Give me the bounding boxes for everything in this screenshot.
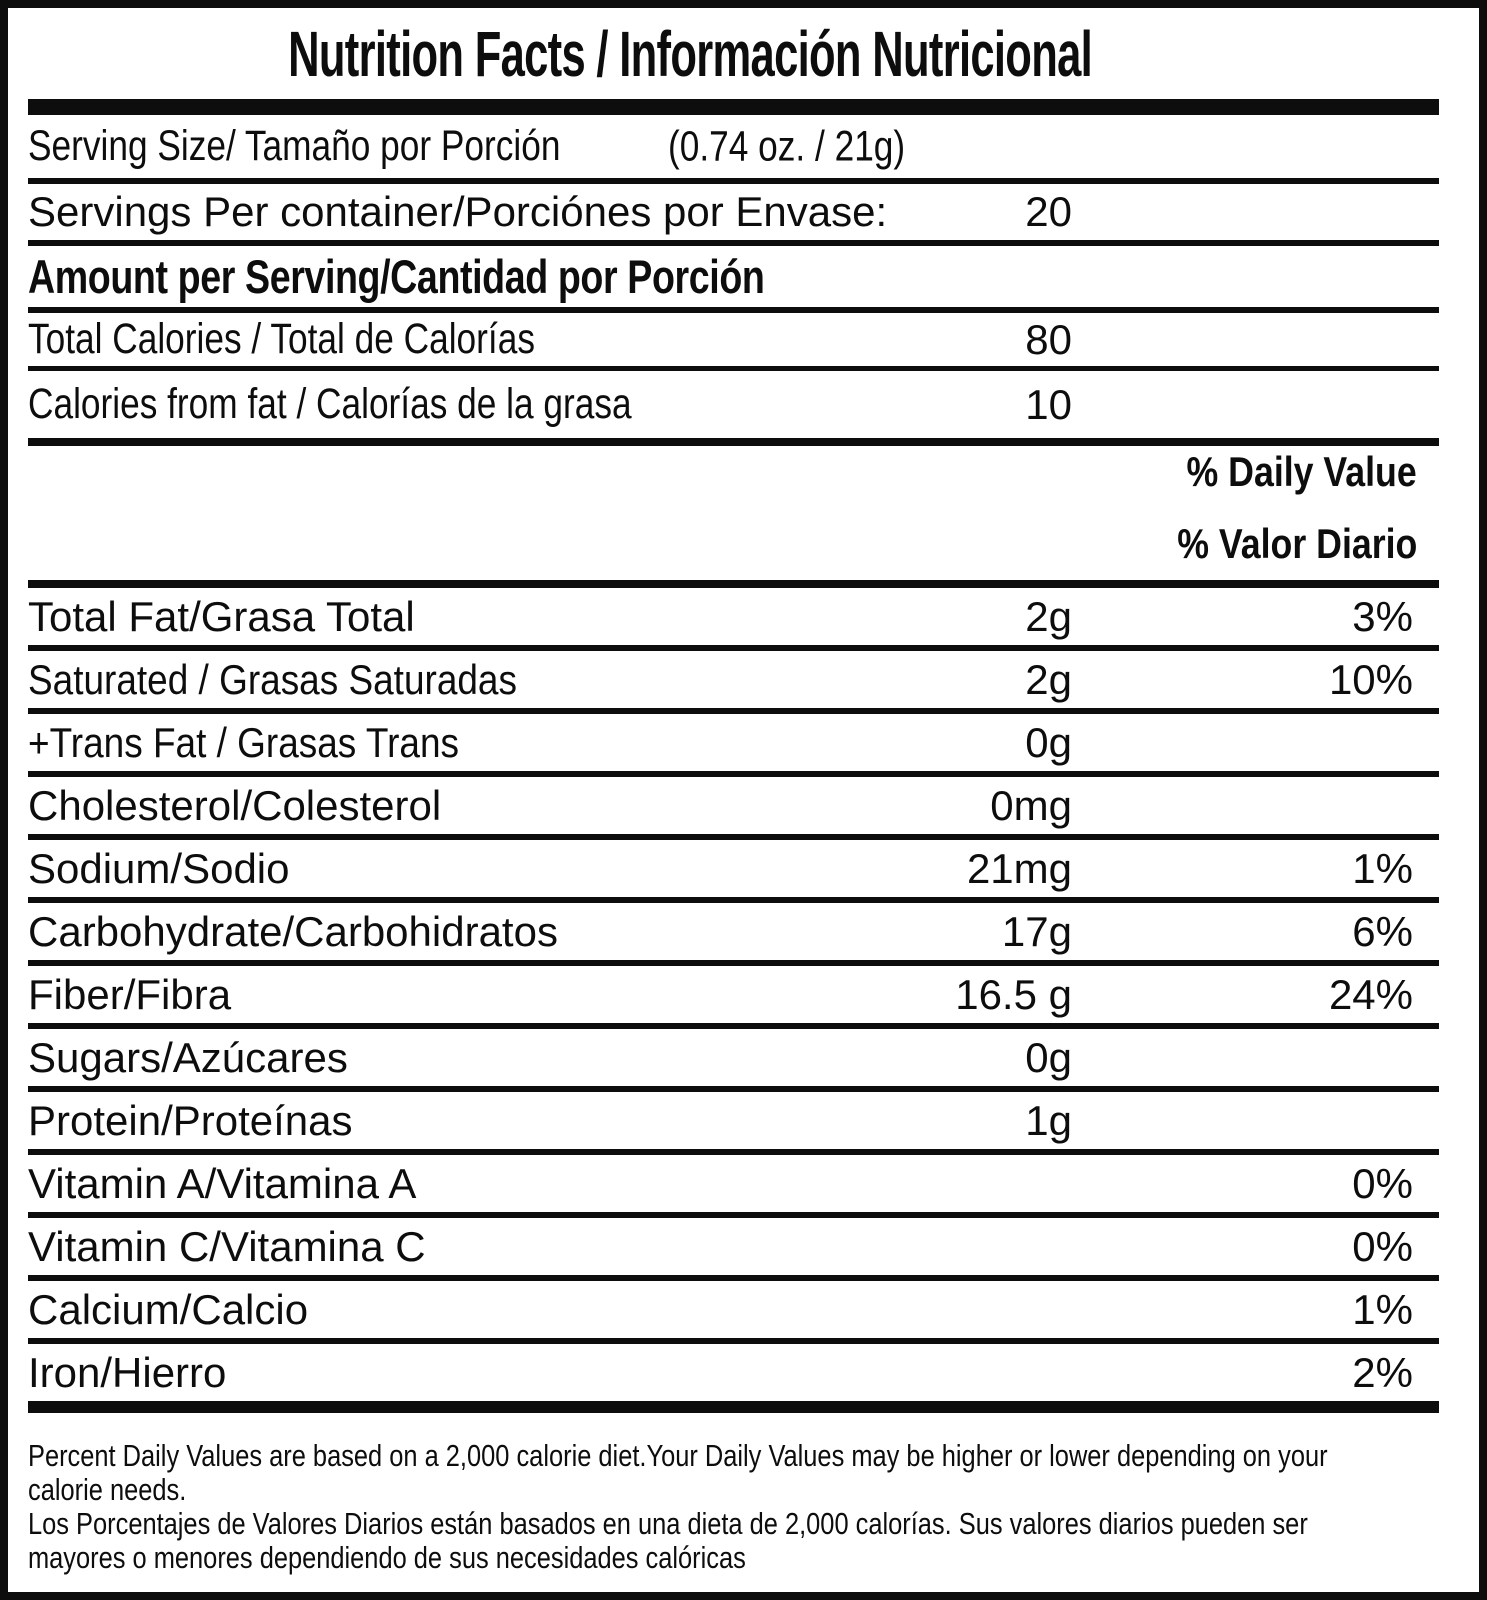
total-calories-row	[28, 313, 1439, 371]
servings-per-container-label: Servings Per container/Porciónes por Envase:	[28, 188, 888, 235]
nutrient-row-protein	[28, 1092, 1439, 1155]
nutrient-label: Fiber/Fibra	[28, 970, 232, 1018]
nutrient-label: Protein/Proteínas	[28, 1096, 353, 1144]
nutrient-label: Iron/Hierro	[28, 1348, 227, 1396]
nutrient-label: Sugars/Azúcares	[28, 1033, 348, 1081]
nutrient-row-vitamin-c	[28, 1218, 1439, 1281]
nutrient-label: Cholesterol/Colesterol	[28, 781, 442, 829]
nutrient-label: +Trans Fat / Grasas Trans	[28, 718, 460, 766]
calories-from-fat-label: Calories from fat / Calorías de la grasa	[28, 380, 632, 428]
nutrient-percent: 2%	[1352, 1348, 1413, 1396]
daily-value-header	[28, 446, 1439, 588]
nutrient-amount: 2g	[1025, 655, 1072, 703]
footnote-es-line2: mayores o menores dependiendo de sus necesidades calóricas	[28, 1540, 746, 1575]
nutrient-amount: 1g	[1025, 1096, 1072, 1144]
nutrient-row-saturated-fat	[28, 651, 1439, 714]
serving-size-row	[28, 115, 1439, 184]
nutrient-percent: 1%	[1352, 1285, 1413, 1333]
nutrient-label: Carbohydrate/Carbohidratos	[28, 907, 558, 955]
nutrient-row-trans-fat	[28, 714, 1439, 777]
nutrient-row-cholesterol	[28, 777, 1439, 840]
nutrient-row-sugars	[28, 1029, 1439, 1092]
nutrient-percent: 10%	[1328, 655, 1413, 703]
calories-from-fat-row	[28, 371, 1439, 446]
nutrient-percent: 6%	[1352, 907, 1413, 955]
nutrient-amount: 0mg	[990, 781, 1072, 829]
footnote	[28, 1413, 1439, 1575]
nutrient-label: Sodium/Sodio	[28, 844, 290, 892]
nutrient-amount: 0g	[1025, 1033, 1072, 1081]
nutrient-amount: 17g	[1001, 907, 1072, 955]
servings-per-container-value: 20	[1025, 188, 1072, 235]
total-calories-label: Total Calories / Total de Calorías	[28, 315, 535, 363]
daily-value-header-es: % Valor Diario	[1176, 520, 1417, 567]
nutrient-row-calcium	[28, 1281, 1439, 1344]
nutrient-row-sodium	[28, 840, 1439, 903]
serving-size-label: Serving Size/ Tamaño por Porción	[28, 122, 561, 170]
servings-per-container-row	[28, 184, 1439, 246]
nutrient-percent: 0%	[1352, 1222, 1413, 1270]
nutrient-percent: 3%	[1352, 592, 1413, 640]
amount-per-serving-heading: Amount per Serving/Cantidad por Porción	[28, 250, 765, 303]
nutrient-row-vitamin-a	[28, 1155, 1439, 1218]
amount-per-serving-row	[28, 246, 1439, 313]
nutrient-percent: 0%	[1352, 1159, 1413, 1207]
footnote-en-line2: calorie needs.	[28, 1472, 187, 1507]
nutrient-percent: 1%	[1352, 844, 1413, 892]
nutrient-label: Vitamin A/Vitamina A	[28, 1159, 417, 1207]
footnote-en-line1: Percent Daily Values are based on a 2,000 calorie diet.Your Daily Values may be higher or lower depending on your	[28, 1438, 1328, 1473]
label-header	[28, 8, 1439, 99]
nutrient-amount: 21mg	[966, 844, 1072, 892]
footnote-es-line1: Los Porcentajes de Valores Diarios están basados en una dieta de 2,000 calorías. Sus valores diarios pueden ser	[28, 1506, 1308, 1541]
daily-value-header-en: % Daily Value	[1186, 448, 1417, 495]
nutrient-label: Calcium/Calcio	[28, 1285, 309, 1333]
nutrient-amount: 16.5 g	[955, 970, 1072, 1018]
serving-size-value: (0.74 oz. / 21g)	[668, 122, 906, 170]
nutrient-percent: 24%	[1328, 970, 1413, 1018]
calories-from-fat-value: 10	[1025, 380, 1072, 428]
nutrient-amount: 2g	[1025, 592, 1072, 640]
nutrient-label: Saturated / Grasas Saturadas	[28, 655, 517, 703]
title-separator-bar	[28, 99, 1439, 115]
total-calories-value: 80	[1025, 315, 1072, 363]
nutrient-row-fiber	[28, 966, 1439, 1029]
nutrient-row-carbohydrate	[28, 903, 1439, 966]
label-title: Nutrition Facts / Información Nutricional	[288, 17, 1093, 90]
nutrient-row-total-fat	[28, 588, 1439, 651]
nutrient-label: Vitamin C/Vitamina C	[28, 1222, 426, 1270]
nutrient-row-iron	[28, 1344, 1439, 1413]
nutrient-label: Total Fat/Grasa Total	[28, 592, 415, 640]
nutrient-amount: 0g	[1025, 718, 1072, 766]
